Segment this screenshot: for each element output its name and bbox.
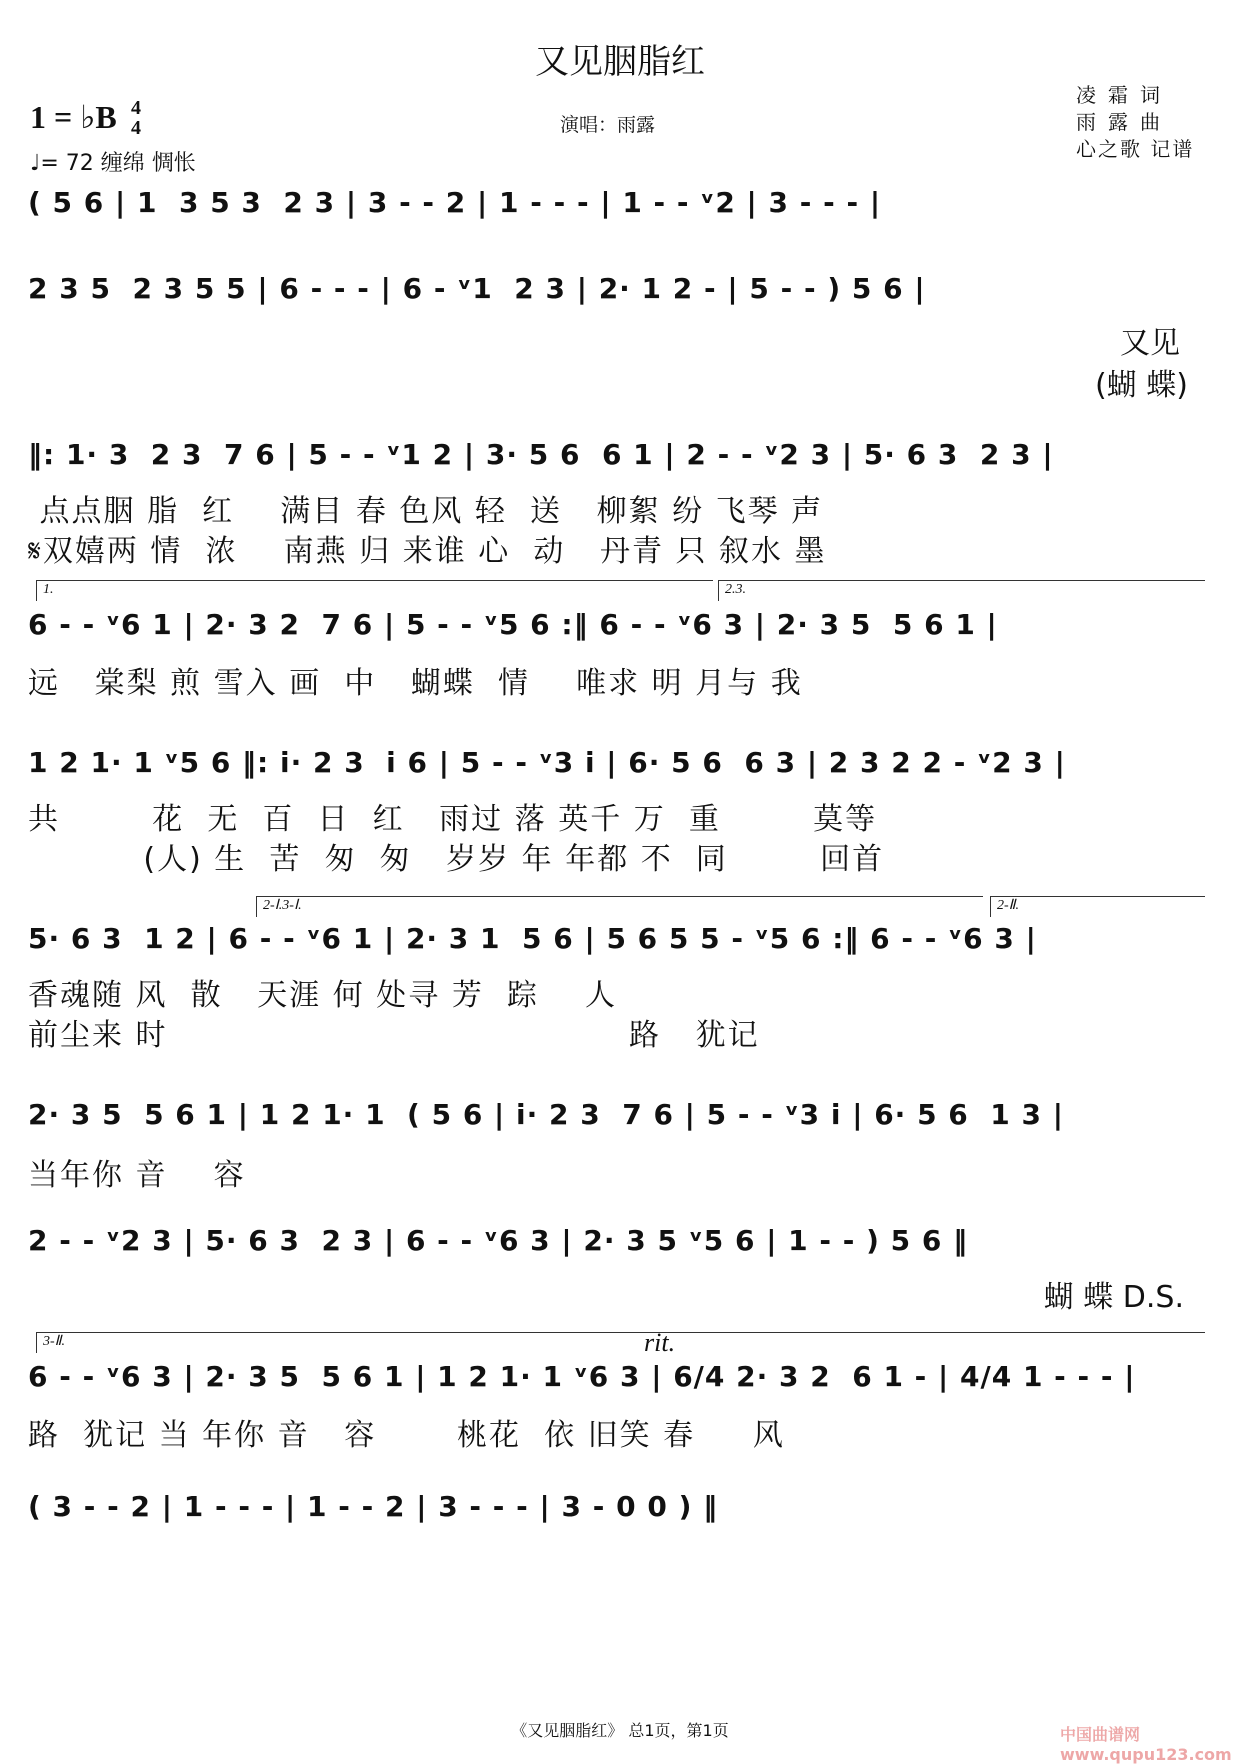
composer-credit: 雨露曲 <box>1076 110 1172 134</box>
time-signature: 4 4 <box>131 97 141 139</box>
lyrics-line-2a: 又见 <box>1120 326 1180 361</box>
tempo-marking: ♩= 72 缠绵 惆怅 <box>30 151 196 176</box>
credits <box>1076 82 1194 163</box>
lyrics-line-8: 蝴 蝶 D.S. <box>1043 1280 1184 1315</box>
notation-line-5: 1 2 1· 1 ᵛ5 6 ‖: i· 2 3 i 6 | 5 - - ᵛ3 i | 6· 5 6 6 3 | 2 3 2 2 - ᵛ2 3 | <box>28 746 1066 779</box>
lyrics-line-3b: 𝄋双嬉两 情 浓 南燕 归 来谁 心 动 丹青 只 叙水 墨 <box>28 534 827 569</box>
notation-line-10: ( 3 - - 2 | 1 - - - | 1 - - 2 | 3 - - - | 3 - 0 0 ) ‖ <box>28 1490 719 1523</box>
lyrics-line-6a: 香魂随 风 散 天涯 何 处寻 芳 踪 人 <box>28 978 618 1013</box>
lyrics-line-4: 远 棠梨 煎 雪入 画 中 蝴蝶 情 唯求 明 月与 我 <box>28 666 803 701</box>
volta-bracket: 2-Ⅰ.3-Ⅰ. <box>256 896 983 917</box>
lyrics-line-5a: 共 花 无 百 日 红 雨过 落 英千 万 重 莫等 <box>28 802 878 837</box>
page-title: 又见胭脂红 <box>535 42 705 82</box>
lyrics-line-3a: 点点胭 脂 红 满目 春 色风 轻 送 柳絮 纷 飞琴 声 <box>28 494 824 529</box>
notation-line-8: 2 - - ᵛ2 3 | 5· 6 3 2 3 | 6 - - ᵛ6 3 | 2· 3 5 ᵛ5 6 | 1 - - ) 5 6 ‖ <box>28 1224 969 1257</box>
volta-bracket: 2-Ⅱ. <box>990 896 1205 917</box>
notation-line-2: 2 3 5 2 3 5 5 | 6 - - - | 6 - ᵛ1 2 3 | 2· 1 2 - | 5 - - ) 5 6 | <box>28 272 926 305</box>
volta-bracket: 1. <box>36 580 713 601</box>
lyrics-line-9: 路 犹记 当 年你 音 容 桃花 依 旧笑 春 风 <box>28 1418 785 1453</box>
lyrics-line-7: 当年你 音 容 <box>28 1158 246 1193</box>
lyrics-line-2b: (蝴 蝶) <box>1095 368 1188 403</box>
lyrics-line-6b: 前尘来 时 路 犹记 <box>28 1018 760 1053</box>
notation-line-4: 6 - - ᵛ6 1 | 2· 3 2 7 6 | 5 - - ᵛ5 6 :‖ 6 - - ᵛ6 3 | 2· 3 5 5 6 1 | <box>28 608 998 641</box>
site-watermark: 中国曲谱网 www.qupu123.com <box>1060 1725 1232 1764</box>
notation-line-6: 5· 6 3 1 2 | 6 - - ᵛ6 1 | 2· 3 1 5 6 | 5 6 5 5 - ᵛ5 6 :‖ 6 - - ᵛ6 3 | <box>28 922 1037 955</box>
lyrics-line-5b: (人) 生 苦 匆 匆 岁岁 年 年都 不 同 回首 <box>28 842 885 877</box>
lyricist-credit: 凌霜词 <box>1076 83 1172 107</box>
notation-line-7: 2· 3 5 5 6 1 | 1 2 1· 1 ( 5 6 | i· 2 3 7 6 | 5 - - ᵛ3 i | 6· 5 6 1 3 | <box>28 1098 1064 1131</box>
notation-line-1: ( 5 6 | 1 3 5 3 2 3 | 3 - - 2 | 1 - - - | 1 - - ᵛ2 | 3 - - - | <box>28 186 882 219</box>
volta-bracket: 2.3. <box>718 580 1205 601</box>
singer-credit: 演唱：雨露 <box>560 114 656 136</box>
ritardando-marking: rit. <box>644 1328 676 1357</box>
notation-line-9: 6 - - ᵛ6 3 | 2· 3 5 5 6 1 | 1 2 1· 1 ᵛ6 3 | 6/4 2· 3 2 6 1 - | 4/4 1 - - - | <box>28 1360 1136 1393</box>
page-footer: 《又见胭脂红》 总1页，第1页 <box>511 1721 729 1740</box>
volta-bracket: 3-Ⅱ. <box>36 1332 1205 1353</box>
transcriber-credit: 心之歌 记谱 <box>1076 137 1195 161</box>
notation-line-3: ‖: 1· 3 2 3 7 6 | 5 - - ᵛ1 2 | 3· 5 6 6 1 | 2 - - ᵛ2 3 | 5· 6 3 2 3 | <box>28 438 1054 471</box>
key-signature: 1 = ♭B <box>30 99 117 135</box>
